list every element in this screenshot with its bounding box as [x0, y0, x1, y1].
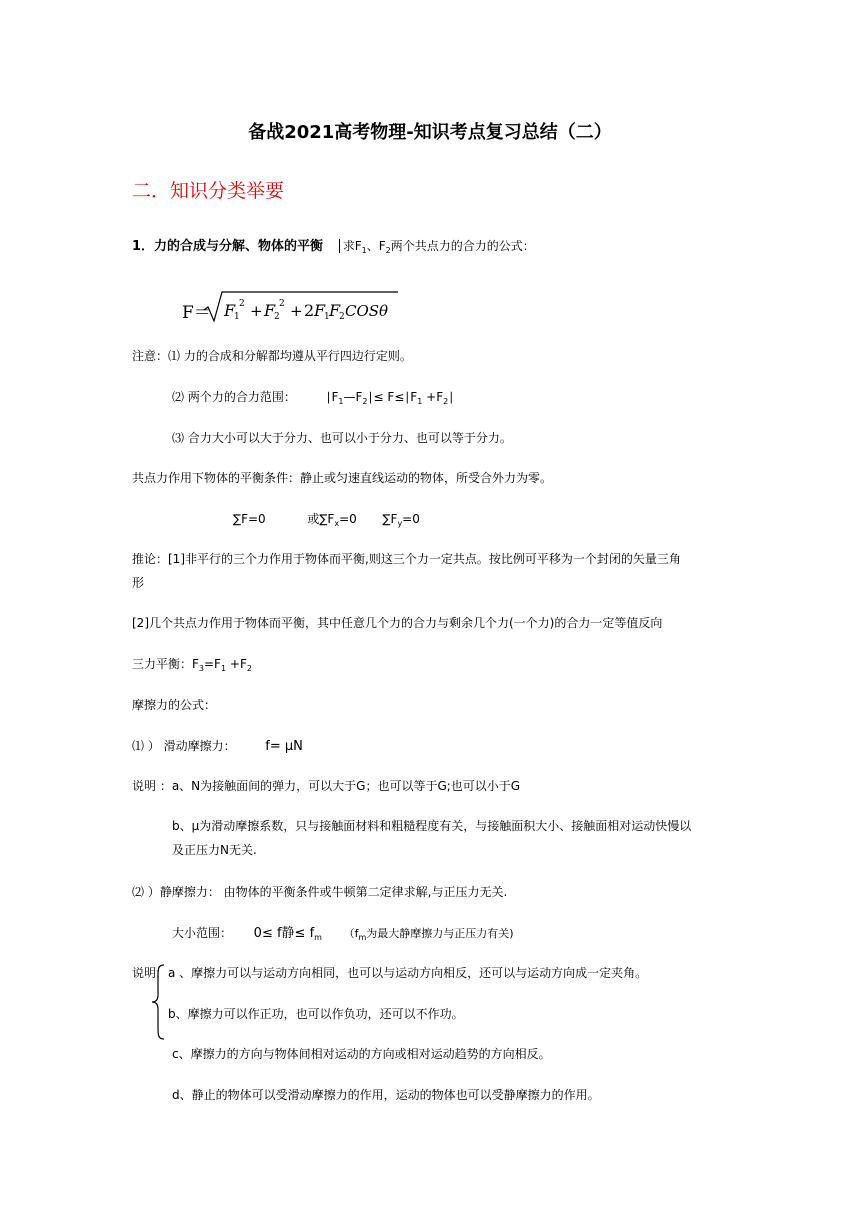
svg-text:2: 2 — [274, 312, 280, 322]
formula-cos: COSθ — [345, 302, 389, 320]
explain2-label: 说明: — [132, 966, 161, 980]
topic-heading: 1．力的合成与分解、物体的平衡 — [132, 239, 324, 254]
svg-text:1: 1 — [234, 312, 240, 322]
equilibrium-condition: 共点力作用下物体的平衡条件：静止或匀速直线运动的物体，所受合外力为零。 — [132, 471, 553, 485]
explain2-b: b、摩擦力可以作正功，也可以作负功，还可以不作功。 — [168, 1007, 464, 1021]
note-3: ⑶ 合力大小可以大于分力、也可以小于分力、也可以等于分力。 — [172, 431, 512, 445]
formula-term-cross: 2 — [304, 301, 315, 320]
svg-text:2: 2 — [279, 299, 285, 309]
static-range: 大小范围： 0≤ f静≤ $f_m$ （$f_m$为最大静摩擦力与正压力有关) — [172, 926, 514, 942]
explain-b-line-1: b、μ为滑动摩擦系数，只与接触面材料和粗糙程度有关，与接触面积大小、接触面相对运动快慢以 — [172, 819, 692, 833]
explain2-d: d、静止的物体可以受滑动摩擦力的作用，运动的物体也可以受静摩擦力的作用。 — [172, 1088, 600, 1102]
resultant-force-formula-sqrt — [202, 290, 398, 324]
inference-2: [2]几个共点力作用于物体而平衡，其中任意几个力的合力与剩余几个力(一个力)的合力一定等值反向 — [132, 616, 663, 630]
resultant-force-formula-lhs: F＝ — [182, 303, 211, 323]
explain-a: 说明 ：a、N为接触面间的弹力，可以大于G；也可以等于G;也可以小于G — [132, 779, 521, 793]
inference-1-line-2: 形 — [132, 576, 145, 590]
svg-text:+: + — [290, 302, 303, 320]
explain-b-line-2: 及正压力N无关. — [172, 843, 257, 857]
section-heading: 二．知识分类举要 — [132, 180, 285, 202]
explain2-c: c、摩擦力的方向与物体间相对运动的方向或相对运动趋势的方向相反。 — [172, 1047, 551, 1061]
force-range-expression: $∣F_1—F_2∣\le$ $F\le∣F_1$ $+F_2∣$ — [325, 390, 455, 406]
svg-text:F: F — [329, 301, 341, 320]
svg-text:2: 2 — [239, 299, 245, 309]
document-title: 备战2021高考物理-知识考点复习总结（二） — [248, 122, 612, 143]
topic-heading-line — [132, 238, 535, 255]
explain2-a: a 、摩擦力可以与运动方向相同，也可以与运动方向相反，还可以与运动方向成一定夹角。 — [168, 966, 648, 980]
svg-text:1: 1 — [324, 312, 330, 322]
heading-note: 求$F_1$、$F_2$两个共点力的合力的公式： — [339, 239, 535, 253]
sliding-friction-formula: f= μN — [265, 739, 303, 754]
sliding-friction: ⑴ ） 滑动摩擦力： f= μN — [132, 739, 303, 754]
three-force-balance: 三力平衡：$F_3=F_1 +F_2$ — [132, 657, 252, 673]
note-1: 注意：⑴ 力的合成和分解都均遵从平行四边行定则。 — [132, 349, 412, 363]
svg-text:2: 2 — [339, 312, 345, 322]
static-friction: ⑵ ）静摩擦力： 由物体的平衡条件或牛顿第二定律求解,与正压力无关. — [132, 885, 508, 899]
inference-1-line-1: 推论：[1]非平行的三个力作用于物体而平衡,则这三个力一定共点。按比例可平移为一个封闭的矢量三角 — [132, 552, 681, 566]
static-range-note: （$f_m$为最大静摩擦力与正压力有关) — [343, 927, 514, 942]
svg-text:+: + — [250, 302, 263, 320]
friction-title: 摩擦力的公式： — [132, 698, 217, 712]
note-2: ⑵ 两个力的合力范围： $∣F_1—F_2∣\le$ $F\le∣F_1$ $+F_2∣$ — [172, 390, 455, 406]
svg-text:F: F — [314, 301, 326, 320]
static-range-expression: 0≤ f静≤ $f_m$ — [253, 926, 322, 942]
formula-term-f2: F — [264, 301, 276, 320]
equilibrium-equations: ∑F=0 或$\sum F_x=0$ $\sum F_y=0$ — [233, 512, 420, 528]
formula-term-f1: F — [224, 301, 236, 320]
